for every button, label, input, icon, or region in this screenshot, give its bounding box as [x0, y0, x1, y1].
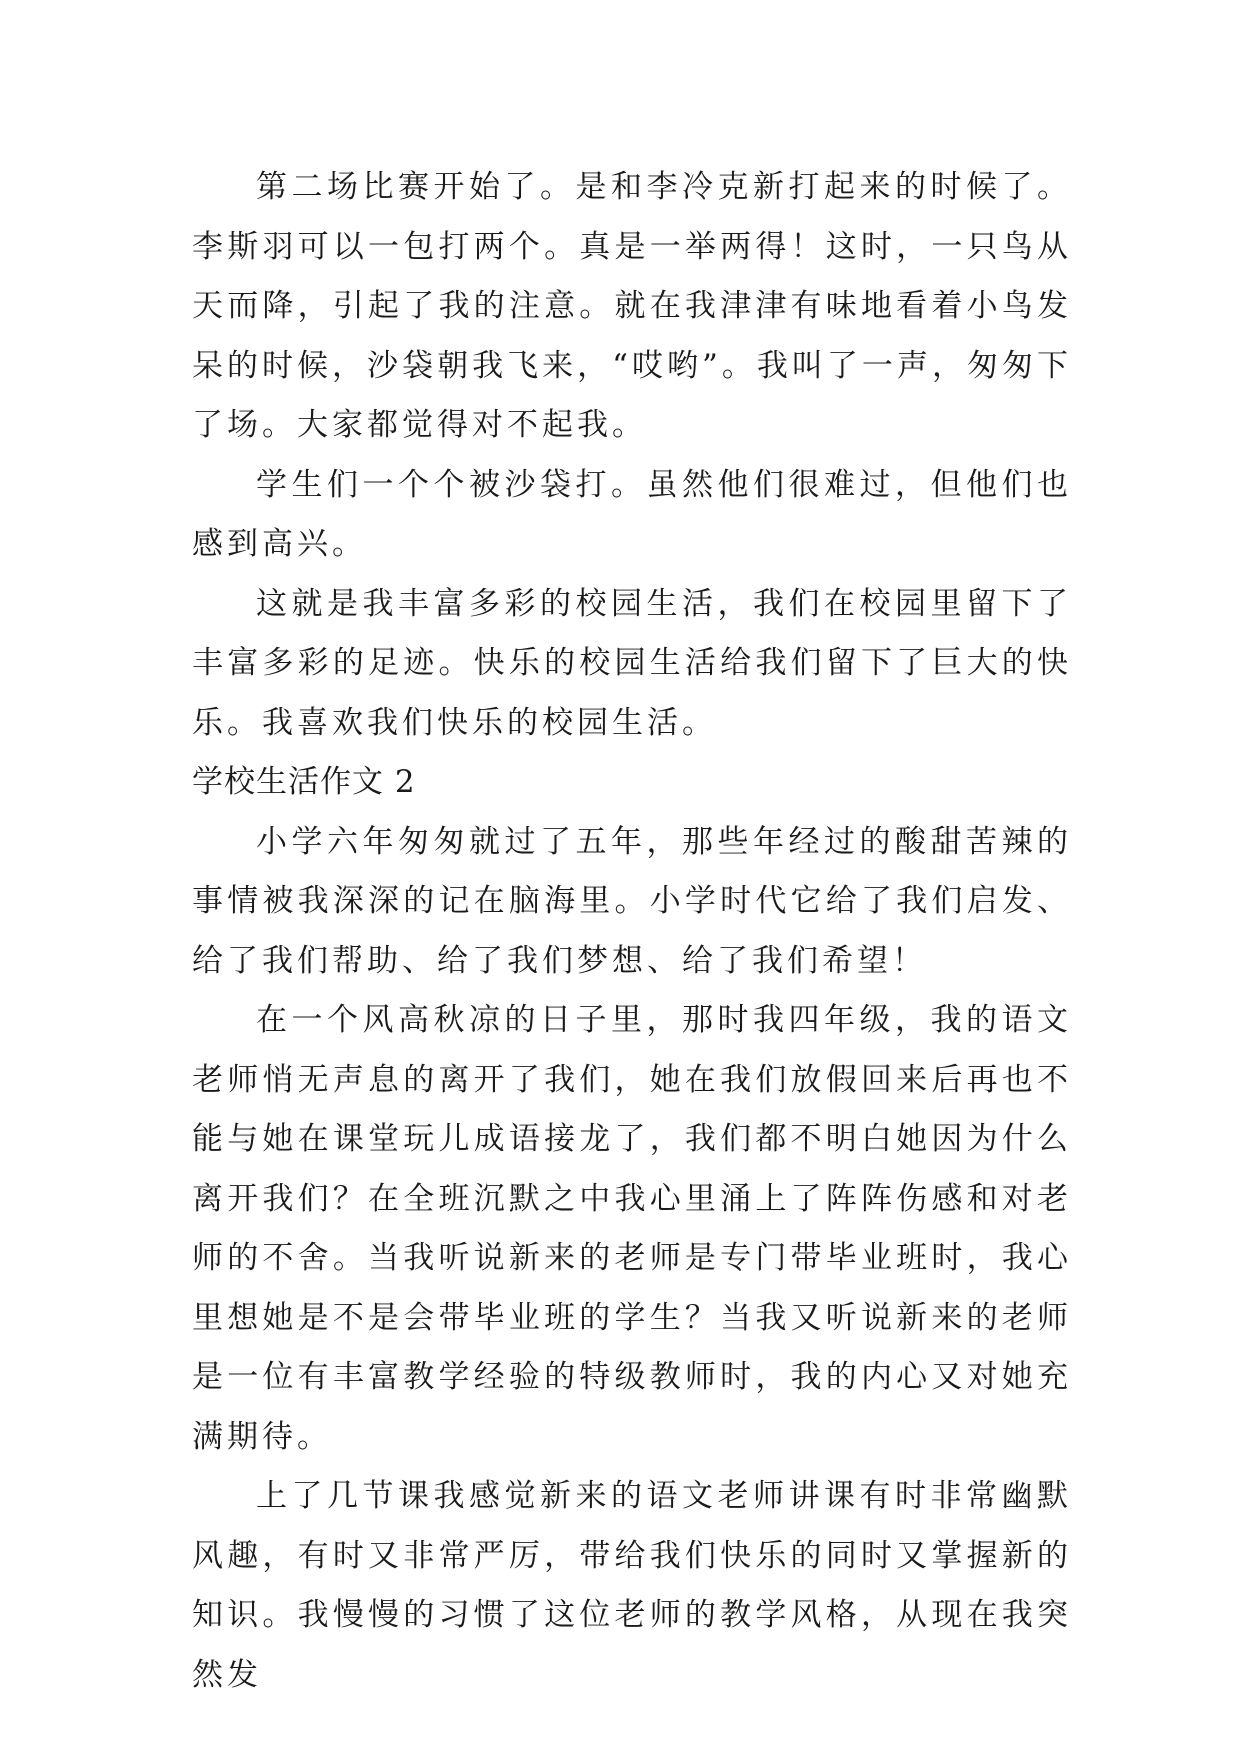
paragraph-teacher-left: 在一个风高秋凉的日子里，那时我四年级，我的语文老师悄无声息的离开了我们，她在我们放假回来后再也不能与她在课堂玩儿成语接龙了，我们都不明白她因为什么离开我们？在全班沉默之中我心里涌上了阵阵伤感和对老师的不舍。当我听说新来的老师是专门带毕业班时，我心里想她是不是会带毕业班的学生？当我又听说新来的老师是一位有丰富教学经验的特级教师时，我的内心又对她充满期待。 [192, 1002, 1072, 1455]
paragraph-campus-life: 这就是我丰富多彩的校园生活，我们在校园里留下了丰富多彩的足迹。快乐的校园生活给我们留下了巨大的快乐。我喜欢我们快乐的校园生活。 [192, 585, 1072, 741]
paragraph-six-years: 小学六年匆匆就过了五年，那些年经过的酸甜苦辣的事情被我深深的记在脑海里。小学时代它给了我们启发、给了我们帮助、给了我们梦想、给了我们希望！ [192, 823, 1072, 979]
section-title: 学校生活作文 2 [192, 764, 416, 800]
document-body [192, 158, 1072, 1705]
paragraph-students-hit: 学生们一个个被沙袋打。虽然他们很难过，但他们也感到高兴。 [192, 466, 1072, 562]
paragraph-new-teacher: 上了几节课我感觉新来的语文老师讲课有时非常幽默风趣，有时又非常严厉，带给我们快乐的同时又掌握新的知识。我慢慢的习惯了这位老师的教学风格，从现在我突然发 [192, 1478, 1072, 1693]
paragraph-match-two: 第二场比赛开始了。是和李冷克新打起来的时候了。李斯羽可以一包打两个。真是一举两得！这时，一只鸟从天而降，引起了我的注意。就在我津津有味地看着小鸟发呆的时候，沙袋朝我飞来，“哎哟”。我叫了一声，匆匆下了场。大家都觉得对不起我。 [192, 169, 1072, 443]
